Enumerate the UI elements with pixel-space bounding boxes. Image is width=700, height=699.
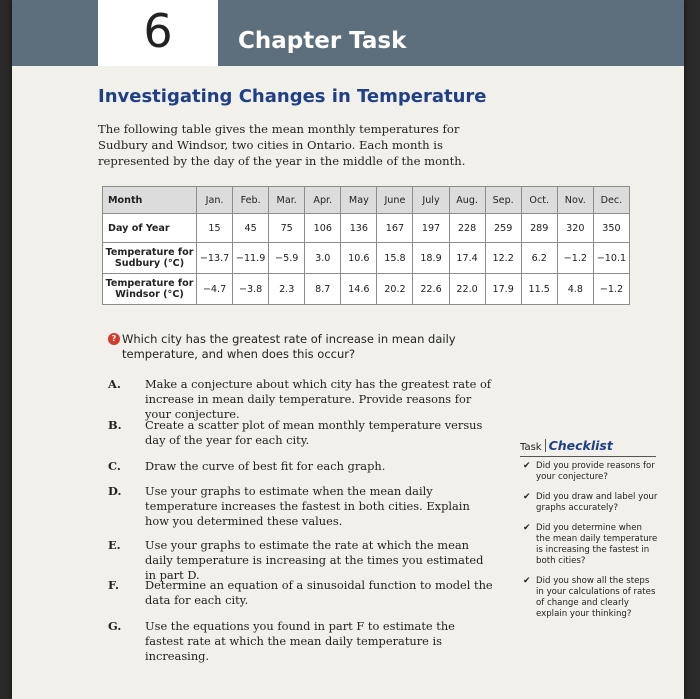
part-text: Use the equations you found in part F to estimate the fastest rate at which the mean daily temperature is increasing.	[145, 619, 455, 663]
part-letter: F.	[108, 578, 119, 592]
table-cell: 3.0	[305, 243, 341, 274]
table-cell: 2.3	[269, 274, 305, 305]
table-header-cell: Aug.	[449, 187, 485, 214]
table-header-cell: Nov.	[557, 187, 593, 214]
row-label-line: Sudbury (°C)	[114, 258, 185, 269]
table-cell: 22.6	[413, 274, 449, 305]
temperature-table	[102, 186, 630, 305]
table-cell: 15	[197, 214, 233, 243]
question-mark-icon: ?	[108, 333, 120, 345]
checklist-divider	[545, 439, 546, 452]
row-label-line: Windsor (°C)	[115, 289, 184, 300]
table-cell: 18.9	[413, 243, 449, 274]
row-label-line: Temperature for	[105, 278, 194, 289]
table-cell: −5.9	[269, 243, 305, 274]
chapter-number-box	[98, 0, 218, 66]
check-mark-icon: ✔	[523, 492, 531, 502]
table-cell: 15.8	[377, 243, 413, 274]
list-item	[520, 492, 658, 514]
row-label-day-of-year: Day of Year	[103, 214, 197, 243]
part-letter: G.	[108, 619, 122, 633]
table-header-cell: Feb.	[233, 187, 269, 214]
table-cell: 11.5	[521, 274, 557, 305]
table-header-cell: Jan.	[197, 187, 233, 214]
checklist-item-text: Did you provide reasons for your conjecture?	[536, 461, 655, 482]
table-cell: −3.8	[233, 274, 269, 305]
table-row	[103, 243, 630, 274]
table-cell: −1.2	[593, 274, 629, 305]
textbook-page	[12, 0, 684, 699]
chapter-number: 6	[143, 4, 173, 58]
table-header-cell: Dec.	[593, 187, 629, 214]
table-cell: −4.7	[197, 274, 233, 305]
table-cell: 4.8	[557, 274, 593, 305]
part-letter: A.	[108, 377, 121, 391]
table-cell: 167	[377, 214, 413, 243]
table-cell: 75	[269, 214, 305, 243]
check-mark-icon: ✔	[523, 576, 531, 586]
checklist-item-text: Did you show all the steps in your calculations of rates of change and clearly explain your thinking?	[536, 576, 656, 619]
table-cell: 228	[449, 214, 485, 243]
task-checklist	[520, 438, 658, 629]
table-header-row	[103, 187, 630, 214]
chapter-header	[12, 0, 684, 66]
table-header-cell: Apr.	[305, 187, 341, 214]
table-header-cell: Month	[103, 187, 197, 214]
chapter-label: Chapter Task	[238, 28, 407, 54]
row-label-sudbury	[103, 243, 197, 274]
part-letter: C.	[108, 459, 121, 473]
row-label-line: Temperature for	[105, 247, 194, 258]
table-cell: 259	[485, 214, 521, 243]
table-cell: 136	[341, 214, 377, 243]
table-header-cell: May	[341, 187, 377, 214]
list-item	[520, 461, 658, 483]
checklist-rule	[520, 456, 656, 457]
table-header-cell: Mar.	[269, 187, 305, 214]
temperature-table-wrapper	[102, 186, 630, 305]
table-cell: −1.2	[557, 243, 593, 274]
checklist-item-text: Did you draw and label your graphs accurately?	[536, 492, 658, 513]
check-mark-icon: ✔	[523, 523, 531, 533]
table-cell: 14.6	[341, 274, 377, 305]
part-letter: B.	[108, 418, 122, 432]
table-header-cell: June	[377, 187, 413, 214]
table-cell: 289	[521, 214, 557, 243]
table-cell: 12.2	[485, 243, 521, 274]
list-item	[520, 576, 658, 620]
intro-paragraph: The following table gives the mean monthly temperatures for Sudbury and Windsor, two cities in Ontario. Each month is represented by the day of the year in the middle of the month.	[98, 122, 466, 168]
part-letter: D.	[108, 484, 122, 498]
table-cell: 20.2	[377, 274, 413, 305]
checklist-heading	[520, 438, 658, 454]
page-title: Investigating Changes in Temperature	[98, 86, 487, 107]
checklist-item-text: Did you determine when the mean daily temperature is increasing the fastest in both cities?	[536, 523, 658, 566]
table-row	[103, 214, 630, 243]
part-text: Use your graphs to estimate when the mean daily temperature increases the fastest in both cities. Explain how you determined these values.	[145, 484, 470, 528]
part-letter: E.	[108, 538, 121, 552]
table-cell: −10.1	[593, 243, 629, 274]
table-cell: 320	[557, 214, 593, 243]
table-cell: −13.7	[197, 243, 233, 274]
table-cell: 10.6	[341, 243, 377, 274]
row-label-windsor	[103, 274, 197, 305]
table-cell: 8.7	[305, 274, 341, 305]
main-question: Which city has the greatest rate of increase in mean daily temperature, and when does this occur?	[122, 332, 456, 361]
table-cell: 17.4	[449, 243, 485, 274]
table-cell: 6.2	[521, 243, 557, 274]
part-text: Determine an equation of a sinusoidal function to model the data for each city.	[145, 578, 493, 607]
table-cell: 350	[593, 214, 629, 243]
table-cell: 106	[305, 214, 341, 243]
check-mark-icon: ✔	[523, 461, 531, 471]
table-cell: −11.9	[233, 243, 269, 274]
table-header-cell: Oct.	[521, 187, 557, 214]
list-item	[520, 523, 658, 567]
part-text: Make a conjecture about which city has the greatest rate of increase in mean daily temperature. Provide reasons for your conjecture.	[145, 377, 492, 421]
part-text: Draw the curve of best fit for each graph.	[145, 459, 386, 473]
part-text: Use your graphs to estimate the rate at which the mean daily temperature is increasing at the times you estimated in part D.	[145, 538, 484, 582]
part-text: Create a scatter plot of mean monthly temperature versus day of the year for each city.	[145, 418, 483, 447]
table-cell: 22.0	[449, 274, 485, 305]
table-cell: 17.9	[485, 274, 521, 305]
table-cell: 45	[233, 214, 269, 243]
table-header-cell: Sep.	[485, 187, 521, 214]
checklist-task-label: Task	[520, 442, 542, 453]
table-header-cell: July	[413, 187, 449, 214]
table-row	[103, 274, 630, 305]
table-cell: 197	[413, 214, 449, 243]
checklist-title: Checklist	[548, 438, 613, 453]
